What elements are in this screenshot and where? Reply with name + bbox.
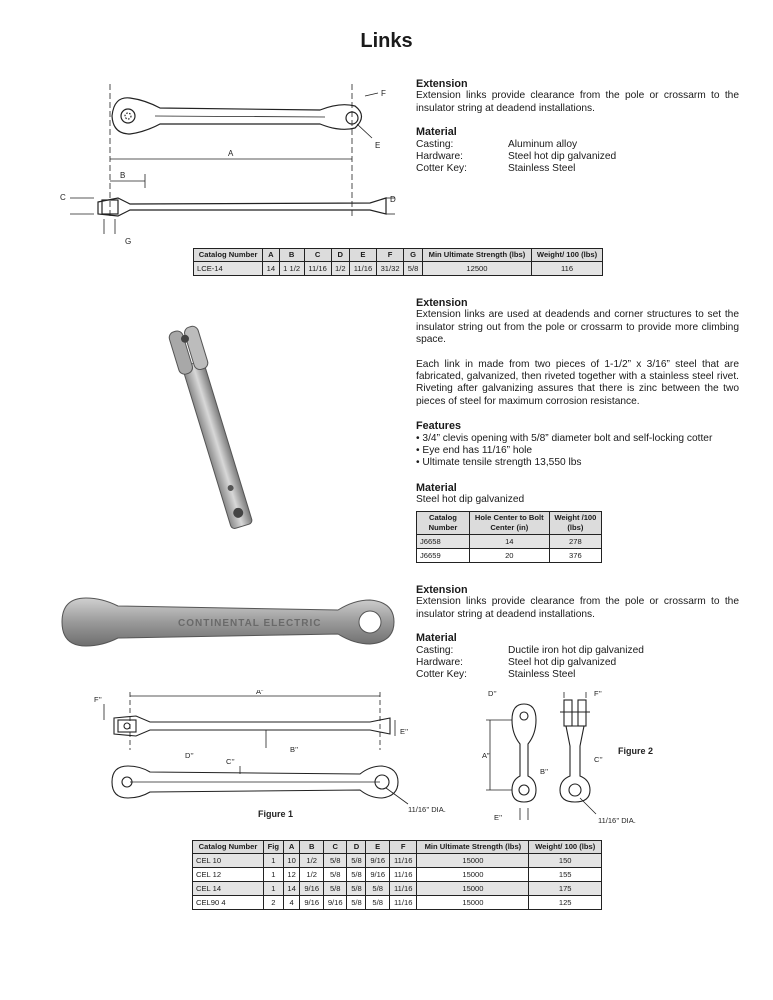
table-cell: 5/8 [347, 868, 366, 882]
table-cell: 9/16 [323, 896, 347, 910]
table-cell: 155 [529, 868, 602, 882]
table-cell: 10 [283, 854, 300, 868]
table-cell: 20 [469, 549, 549, 563]
material-value: Steel hot dip galvanized [508, 657, 617, 669]
table-cell: 12500 [422, 262, 531, 276]
table-cell: 9/16 [366, 868, 390, 882]
table-cell: J6659 [417, 549, 470, 563]
material-key: Hardware: [416, 151, 463, 163]
section1-heading: Extension [416, 78, 468, 90]
table-header: F [376, 249, 403, 262]
table-header: G [404, 249, 423, 262]
material-value: Steel hot dip galvanized [508, 151, 617, 163]
material-key: Hardware: [416, 657, 463, 669]
table-header: Catalog Number [194, 249, 263, 262]
features-list [416, 433, 739, 470]
dim-label-b: B [120, 171, 126, 180]
table-cell: 125 [529, 896, 602, 910]
table-cell: J6658 [417, 535, 470, 549]
table-header: F [389, 841, 416, 854]
figure2-label: Figure 2 [618, 746, 654, 756]
list-item: • Eye end has 11/16” hole [416, 445, 739, 457]
table-header: B [300, 841, 324, 854]
table-header-row [417, 512, 602, 535]
table-header: Min Ultimate Strength (lbs) [417, 841, 529, 854]
fig2-label-e: E’’ [494, 813, 503, 822]
fig1-label-d: D’’ [185, 751, 194, 760]
section1-spec-table [193, 248, 603, 276]
table-header: C [304, 249, 331, 262]
fig2-label-f: F’’ [594, 689, 602, 698]
material-key: Cotter Key: [416, 163, 467, 175]
table-cell: 11/16 [389, 882, 416, 896]
table-header: Fig [263, 841, 283, 854]
photo-brand-text: CONTINENTAL ELECTRIC [178, 618, 322, 629]
section2-features-heading: Features [416, 420, 462, 433]
table-cell: 1 [263, 854, 283, 868]
dim-label-e: E [375, 141, 381, 150]
dim-label-c: C [60, 193, 66, 202]
fig1-label-f: F’’ [94, 695, 102, 704]
table-cell: 1/2 [300, 854, 324, 868]
figure2-drawing [478, 684, 698, 829]
dim-label-a: A [228, 149, 234, 158]
table-cell: 4 [283, 896, 300, 910]
page-title: Links [360, 30, 413, 52]
fig2-label-a: A’’ [482, 751, 490, 760]
table-cell: 5/8 [323, 854, 347, 868]
table-cell: 1 1/2 [279, 262, 304, 276]
table-row [417, 549, 602, 563]
table-cell: 15000 [417, 868, 529, 882]
material-value: Stainless Steel [508, 163, 576, 175]
table-cell: 31/32 [376, 262, 403, 276]
dim-label-d: D [390, 195, 396, 204]
table-cell: 5/8 [347, 896, 366, 910]
table-cell: 5/8 [347, 882, 366, 896]
table-row [193, 896, 602, 910]
table-cell: 15000 [417, 896, 529, 910]
table-cell: 11/16 [389, 896, 416, 910]
table-cell: 5/8 [323, 882, 347, 896]
table-cell: CEL 12 [193, 868, 264, 882]
table-cell: 9/16 [300, 896, 324, 910]
table-header: E [366, 841, 390, 854]
table-header: Catalog Number [417, 512, 470, 535]
section3-material-heading: Material [416, 632, 457, 645]
table-cell: 1/2 [300, 868, 324, 882]
table-header: Catalog Number [193, 841, 264, 854]
table-header: Weight/ 100 (lbs) [529, 841, 602, 854]
table-header: Weight /100 (lbs) [549, 512, 601, 535]
section2-description-2: Each link in made from two pieces of 1-1/2” x 3/16” steel that are fabricated, galvanized, then riveted together with a stainless steel rivet. Riveting after galvanizing assures that there is zinc between the two pieces of steel for maximum corrosion resistance. [416, 358, 739, 407]
table-header-row [193, 841, 602, 854]
section1-description: Extension links provide clearance from the pole or crossarm to the insulator string at deadend installations. [416, 90, 739, 114]
section1-material-heading: Material [416, 126, 457, 139]
fig1-label-a: A’’ [256, 690, 264, 696]
table-cell: 15000 [417, 882, 529, 896]
table-header: Hole Center to Bolt Center (in) [469, 512, 549, 535]
table-cell: 2 [263, 896, 283, 910]
section2-material-text: Steel hot dip galvanized [416, 494, 525, 506]
table-header-row [194, 249, 603, 262]
table-header: A [263, 249, 279, 262]
table-cell: 5/8 [404, 262, 423, 276]
table-cell: CEL 10 [193, 854, 264, 868]
fig1-label-b: B’’ [290, 745, 299, 754]
ductile-link-photo [58, 592, 398, 652]
table-cell: 12 [283, 868, 300, 882]
table-header: D [331, 249, 350, 262]
dim-label-f: F [381, 89, 386, 98]
figure1-label: Figure 1 [258, 809, 294, 819]
table-cell: 5/8 [323, 868, 347, 882]
section3-description: Extension links provide clearance from the pole or crossarm to the insulator string at deadend installations. [416, 596, 739, 620]
material-key: Casting: [416, 644, 454, 656]
table-cell: 376 [549, 549, 601, 563]
fig2-label-d: D’’ [488, 689, 497, 698]
fig1-dia-label: 11/16’’ DIA. [408, 805, 446, 814]
table-row [193, 868, 602, 882]
table-cell: 1 [263, 882, 283, 896]
table-header: A [283, 841, 300, 854]
table-cell: 5/8 [347, 854, 366, 868]
table-cell: 11/16 [389, 854, 416, 868]
table-cell: 116 [532, 262, 603, 276]
section3-text [416, 584, 739, 682]
section3-spec-table [192, 840, 602, 910]
section3-heading: Extension [416, 584, 468, 596]
table-cell: 1/2 [331, 262, 350, 276]
table-cell: 11/16 [304, 262, 331, 276]
material-value: Ductile iron hot dip galvanized [508, 644, 644, 656]
table-header: C [323, 841, 347, 854]
section1-text [416, 78, 739, 176]
list-item: • Ultimate tensile strength 13,550 lbs [416, 457, 739, 469]
steel-link-photo [150, 320, 280, 540]
table-cell: 15000 [417, 854, 529, 868]
figure1-drawing [90, 690, 470, 825]
table-row [193, 854, 602, 868]
table-header: B [279, 249, 304, 262]
list-item: • 3/4” clevis opening with 5/8” diameter bolt and self-locking cotter [416, 433, 739, 445]
fig2-dia-label: 11/16’’ DIA. [598, 816, 636, 825]
fig2-label-b: B’’ [540, 767, 549, 776]
table-cell: 14 [263, 262, 279, 276]
section2-spec-table [416, 511, 602, 563]
table-row [193, 882, 602, 896]
table-cell: 9/16 [300, 882, 324, 896]
table-cell: LCE-14 [194, 262, 263, 276]
dim-label-g: G [125, 237, 132, 246]
table-cell: 1 [263, 868, 283, 882]
table-header: D [347, 841, 366, 854]
table-cell: 11/16 [389, 868, 416, 882]
table-cell: 14 [283, 882, 300, 896]
table-header: E [350, 249, 377, 262]
material-key: Cotter Key: [416, 669, 467, 681]
fig1-label-c: C’’ [226, 757, 235, 766]
fig1-label-e: E’’ [400, 727, 409, 736]
table-cell: 5/8 [366, 896, 390, 910]
table-cell: CEL 14 [193, 882, 264, 896]
section2-description: Extension links are used at deadends and corner structures to set the insulator string out from the pole or crossarm to provide more climbing space. [416, 309, 739, 346]
material-value: Aluminum alloy [508, 138, 578, 150]
table-cell: 11/16 [350, 262, 377, 276]
table-cell: 5/8 [366, 882, 390, 896]
table-header: Min Ultimate Strength (lbs) [422, 249, 531, 262]
table-cell: CEL90 4 [193, 896, 264, 910]
table-cell: 175 [529, 882, 602, 896]
fig2-label-c: C’’ [594, 755, 603, 764]
table-cell: 9/16 [366, 854, 390, 868]
table-row [417, 535, 602, 549]
table-cell: 278 [549, 535, 601, 549]
table-header: Weight/ 100 (lbs) [532, 249, 603, 262]
extension-link-drawing-1 [50, 76, 410, 246]
table-cell: 14 [469, 535, 549, 549]
table-cell: 150 [529, 854, 602, 868]
section2-material-heading: Material [416, 481, 457, 494]
section2-text [416, 297, 739, 507]
material-key: Casting: [416, 138, 454, 150]
material-value: Stainless Steel [508, 669, 576, 681]
table-row [194, 262, 603, 276]
section2-heading: Extension [416, 297, 468, 309]
